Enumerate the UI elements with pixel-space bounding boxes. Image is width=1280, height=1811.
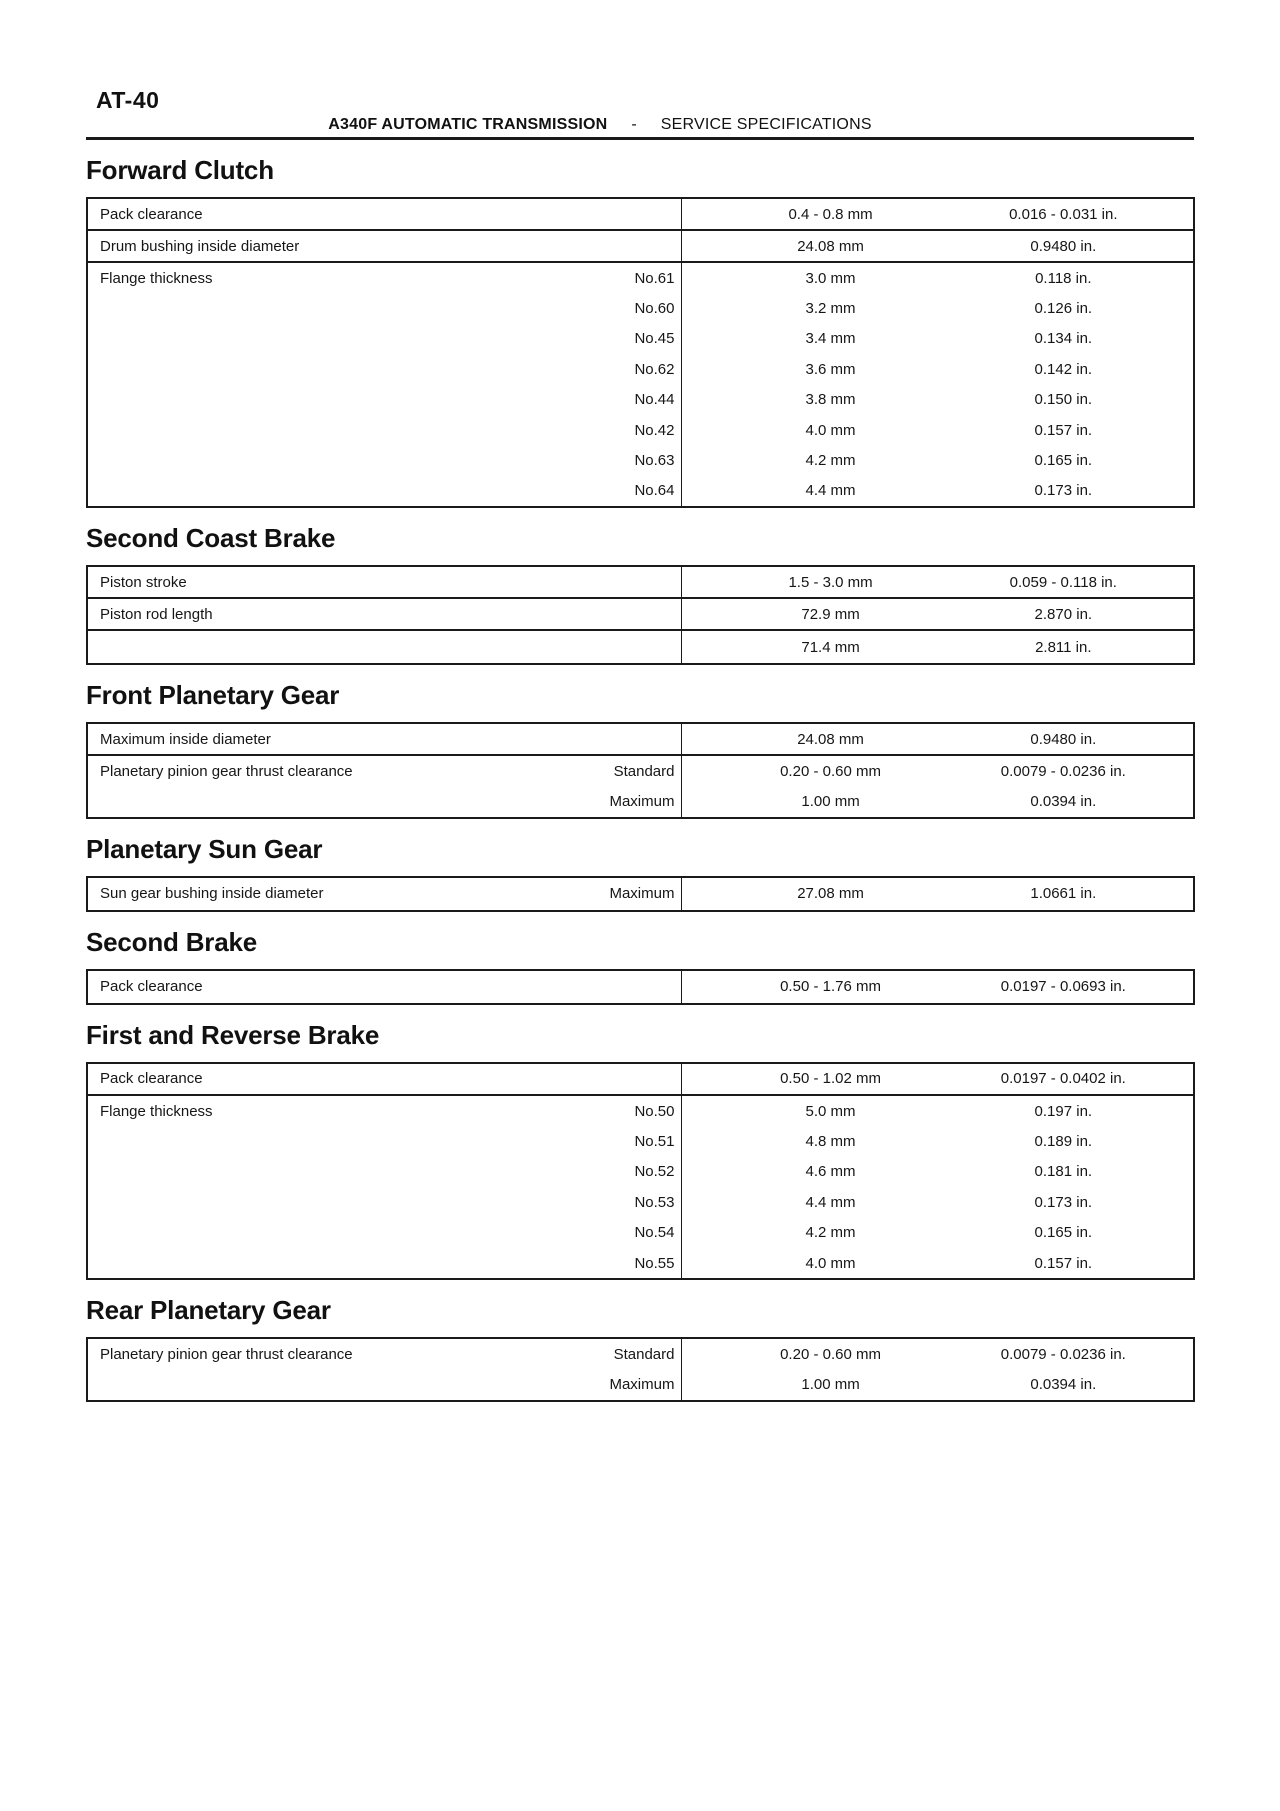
spec-label-cell	[88, 724, 682, 754]
spec-label: Pack clearance	[100, 1070, 203, 1088]
spec-value-imperial: 0.165 in.	[1034, 452, 1093, 470]
spec-label: Piston stroke	[100, 573, 187, 591]
spec-row	[88, 385, 1193, 415]
spec-value-metric: 72.9 mm	[801, 605, 860, 623]
spec-label-cell	[88, 385, 682, 415]
spec-qualifier: Standard	[613, 762, 675, 780]
spec-value-imperial: 0.059 - 0.118 in.	[1009, 573, 1117, 591]
spec-qualifier: Maximum	[609, 793, 675, 811]
spec-label-cell	[88, 1339, 682, 1369]
spec-label: Pack clearance	[100, 978, 203, 996]
spec-value-imperial: 0.173 in.	[1034, 482, 1093, 500]
spec-row	[88, 599, 1193, 631]
section-heading: Second Brake	[86, 926, 258, 957]
spec-row	[88, 263, 1193, 293]
header-separator: -	[631, 116, 637, 133]
spec-qualifier: No.61	[634, 269, 675, 287]
spec-row	[88, 971, 1193, 1003]
spec-value-imperial: 0.0079 - 0.0236 in.	[1000, 762, 1126, 780]
spec-table	[86, 565, 1195, 665]
spec-value-imperial: 0.189 in.	[1034, 1132, 1093, 1150]
spec-value-imperial: 2.870 in.	[1034, 605, 1093, 623]
spec-value-metric: 0.50 - 1.76 mm	[780, 978, 881, 996]
spec-row	[88, 199, 1193, 231]
spec-qualifier: Maximum	[609, 885, 675, 903]
spec-table	[86, 1062, 1195, 1280]
spec-value-metric: 4.4 mm	[805, 1193, 856, 1211]
spec-row	[88, 476, 1193, 506]
spec-row	[88, 1157, 1193, 1187]
spec-qualifier: No.52	[634, 1163, 675, 1181]
spec-label: Pack clearance	[100, 205, 203, 223]
spec-section	[0, 524, 1280, 665]
spec-label-cell	[88, 1370, 682, 1400]
spec-label-cell	[88, 324, 682, 354]
spec-value-imperial: 0.0394 in.	[1030, 793, 1097, 811]
spec-value-metric: 4.4 mm	[805, 482, 856, 500]
spec-section	[0, 928, 1280, 1005]
spec-section	[0, 681, 1280, 819]
spec-qualifier: No.60	[634, 300, 675, 318]
spec-label-cell	[88, 1217, 682, 1247]
spec-label-cell	[88, 1187, 682, 1217]
spec-value-metric: 4.8 mm	[805, 1132, 856, 1150]
spec-qualifier: Maximum	[609, 1376, 675, 1394]
spec-row	[88, 1248, 1193, 1278]
spec-value-metric: 0.20 - 0.60 mm	[780, 1345, 881, 1363]
spec-label: Maximum inside diameter	[100, 730, 271, 748]
spec-value-metric: 3.0 mm	[805, 269, 856, 287]
spec-label: Piston rod length	[100, 605, 213, 623]
spec-value-metric: 27.08 mm	[797, 885, 864, 903]
spec-label: Sun gear bushing inside diameter	[100, 885, 324, 903]
spec-section	[0, 156, 1280, 508]
spec-qualifier: No.51	[634, 1132, 675, 1150]
spec-value-imperial: 0.118 in.	[1035, 269, 1092, 287]
spec-label-cell	[88, 756, 682, 786]
spec-label-cell	[88, 415, 682, 445]
spec-qualifier: Standard	[613, 1345, 675, 1363]
spec-value-imperial: 0.181 in.	[1034, 1163, 1093, 1181]
spec-table	[86, 876, 1195, 912]
spec-row	[88, 631, 1193, 663]
spec-label-cell	[88, 1126, 682, 1156]
spec-value-metric: 4.0 mm	[805, 1254, 856, 1272]
spec-label-cell	[88, 293, 682, 323]
spec-value-metric: 3.2 mm	[805, 300, 856, 318]
page-header	[46, 116, 1154, 134]
spec-value-metric: 0.4 - 0.8 mm	[788, 205, 873, 223]
spec-value-metric: 1.00 mm	[801, 1376, 860, 1394]
spec-row	[88, 567, 1193, 599]
spec-value-metric: 24.08 mm	[797, 237, 864, 255]
spec-value-imperial: 0.9480 in.	[1030, 237, 1097, 255]
spec-table	[86, 1337, 1195, 1402]
spec-qualifier: No.45	[634, 330, 675, 348]
section-heading: Rear Planetary Gear	[86, 1295, 331, 1326]
spec-section	[0, 835, 1280, 912]
section-heading: First and Reverse Brake	[86, 1019, 380, 1050]
spec-qualifier: No.63	[634, 452, 675, 470]
spec-value-metric: 4.2 mm	[805, 452, 856, 470]
spec-label: Drum bushing inside diameter	[100, 237, 300, 255]
spec-label-cell	[88, 1157, 682, 1187]
spec-value-imperial: 0.157 in.	[1034, 421, 1093, 439]
spec-value-imperial: 0.126 in.	[1034, 300, 1093, 318]
section-heading: Planetary Sun Gear	[86, 833, 323, 864]
spec-section	[0, 1021, 1280, 1280]
spec-table	[86, 969, 1195, 1005]
spec-value-imperial: 1.0661 in.	[1030, 885, 1097, 903]
spec-sections	[0, 156, 1280, 1402]
spec-row	[88, 1217, 1193, 1247]
spec-qualifier: No.42	[634, 421, 675, 439]
spec-section	[0, 1296, 1280, 1402]
spec-row	[88, 324, 1193, 354]
spec-value-metric: 24.08 mm	[797, 730, 864, 748]
spec-label-cell	[88, 1248, 682, 1278]
spec-row	[88, 878, 1193, 910]
spec-label-cell	[88, 878, 682, 910]
spec-label-cell	[88, 476, 682, 506]
spec-row	[88, 231, 1193, 263]
spec-label: Flange thickness	[100, 269, 213, 287]
spec-value-metric: 3.8 mm	[805, 391, 856, 409]
spec-value-imperial: 0.0394 in.	[1030, 1376, 1097, 1394]
spec-row	[88, 1064, 1193, 1096]
spec-value-metric: 5.0 mm	[805, 1102, 856, 1120]
spec-value-metric: 4.0 mm	[805, 421, 856, 439]
spec-value-imperial: 0.0197 - 0.0693 in.	[1000, 978, 1126, 996]
spec-value-imperial: 0.150 in.	[1034, 391, 1093, 409]
spec-qualifier: No.50	[634, 1102, 675, 1120]
spec-value-imperial: 0.0197 - 0.0402 in.	[1000, 1070, 1126, 1088]
spec-row	[88, 1370, 1193, 1400]
spec-row	[88, 1187, 1193, 1217]
header-section-title: A340F AUTOMATIC TRANSMISSION	[328, 116, 608, 133]
spec-value-imperial: 0.0079 - 0.0236 in.	[1000, 1345, 1126, 1363]
spec-row	[88, 445, 1193, 475]
section-heading: Second Coast Brake	[86, 523, 336, 554]
spec-row	[88, 293, 1193, 323]
spec-value-imperial: 0.173 in.	[1034, 1193, 1093, 1211]
spec-value-metric: 3.6 mm	[805, 360, 856, 378]
spec-row	[88, 415, 1193, 445]
spec-value-imperial: 0.165 in.	[1034, 1224, 1093, 1242]
spec-qualifier: No.53	[634, 1193, 675, 1211]
spec-row	[88, 1126, 1193, 1156]
spec-label-cell	[88, 445, 682, 475]
spec-qualifier: No.62	[634, 360, 675, 378]
spec-label-cell	[88, 787, 682, 817]
spec-value-metric: 71.4 mm	[801, 638, 860, 656]
spec-label-cell	[88, 263, 682, 293]
spec-value-imperial: 0.142 in.	[1034, 360, 1093, 378]
spec-label-cell	[88, 1096, 682, 1126]
spec-value-metric: 1.00 mm	[801, 793, 860, 811]
spec-label-cell	[88, 231, 682, 261]
spec-qualifier: No.44	[634, 391, 675, 409]
spec-value-metric: 1.5 - 3.0 mm	[788, 573, 873, 591]
spec-row	[88, 756, 1193, 786]
spec-value-metric: 0.50 - 1.02 mm	[780, 1070, 881, 1088]
spec-label-cell	[88, 199, 682, 229]
page-code: AT-40	[96, 87, 160, 113]
header-subtitle: SERVICE SPECIFICATIONS	[660, 116, 872, 133]
spec-value-imperial: 0.134 in.	[1034, 330, 1093, 348]
spec-label-cell	[88, 354, 682, 384]
spec-table	[86, 722, 1195, 819]
spec-row	[88, 1096, 1193, 1126]
section-heading: Front Planetary Gear	[86, 680, 340, 711]
spec-row	[88, 1339, 1193, 1369]
section-heading: Forward Clutch	[86, 155, 274, 185]
spec-label: Planetary pinion gear thrust clearance	[100, 762, 353, 780]
spec-table	[86, 197, 1195, 508]
spec-label: Flange thickness	[100, 1102, 213, 1120]
spec-label-cell	[88, 1064, 682, 1094]
spec-value-metric: 0.20 - 0.60 mm	[780, 762, 881, 780]
spec-qualifier: No.54	[634, 1224, 675, 1242]
spec-value-imperial: 0.157 in.	[1034, 1254, 1093, 1272]
spec-row	[88, 724, 1193, 756]
spec-qualifier: No.64	[634, 482, 675, 500]
spec-label-cell	[88, 971, 682, 1003]
spec-value-metric: 4.2 mm	[805, 1224, 856, 1242]
spec-label-cell	[88, 599, 682, 629]
spec-row	[88, 354, 1193, 384]
spec-label-cell	[88, 567, 682, 597]
spec-row	[88, 787, 1193, 817]
spec-value-imperial: 0.197 in.	[1034, 1102, 1093, 1120]
spec-label: Planetary pinion gear thrust clearance	[100, 1345, 353, 1363]
spec-qualifier: No.55	[634, 1254, 675, 1272]
spec-value-imperial: 0.016 - 0.031 in.	[1009, 205, 1118, 223]
spec-value-metric: 3.4 mm	[805, 330, 856, 348]
spec-value-metric: 4.6 mm	[805, 1163, 856, 1181]
spec-label-cell	[88, 631, 682, 663]
spec-value-imperial: 2.811 in.	[1035, 638, 1092, 656]
header-rule	[86, 137, 1194, 140]
spec-value-imperial: 0.9480 in.	[1030, 730, 1097, 748]
